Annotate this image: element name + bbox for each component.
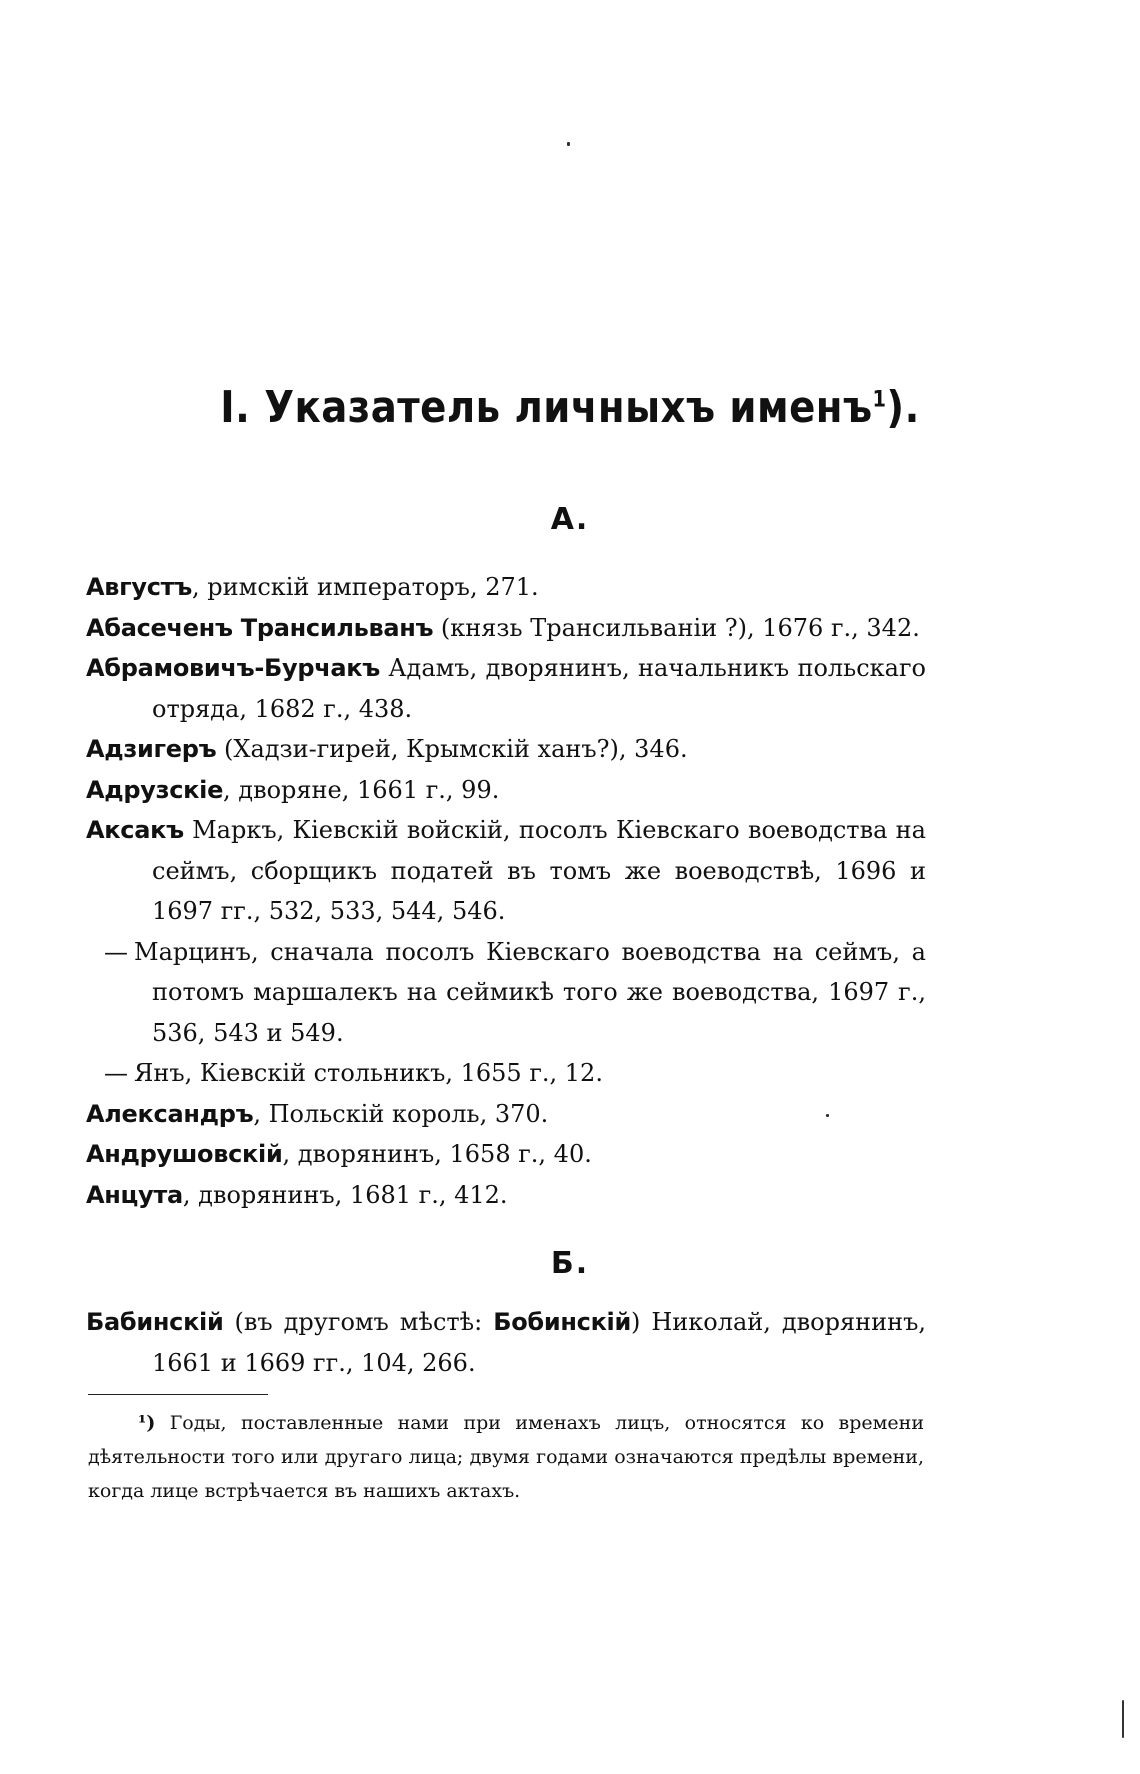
section-letter-a: А. [550, 502, 590, 537]
entry-text: , римскій императоръ, 271. [192, 573, 539, 601]
page-title-text: I. Указатель личныхъ именъ [220, 382, 873, 433]
index-entry [86, 1094, 926, 1135]
index-entry [86, 729, 926, 770]
entry-headword: Адрузскіе [86, 775, 224, 804]
index-entry [86, 567, 926, 608]
footnote-text: Годы, поставленные нами при именахъ лицъ, относятся ко времени дѣятельности того или другаго лица; двумя годами означаются предѣлы времени, когда лице встрѣчается въ нашихъ актахъ. [88, 1412, 924, 1502]
footnote [88, 1406, 924, 1508]
entry-text: , дворяне, 1661 г., 99. [223, 775, 500, 804]
entry-text: Маркъ, Кіевскій войскій, посолъ Кіевскаго воеводства на сеймъ, сборщикъ податей въ томъ же воеводствѣ, 1696 и 1697 гг., 532, 533, 544, 546. [152, 816, 926, 925]
section-letter-b: Б. [550, 1246, 590, 1281]
entry-headword: Адзигеръ [86, 735, 217, 763]
entry-text: Марцинъ, сначала посолъ Кіевскаго воеводства на сеймъ, а потомъ маршалекъ на сеймикѣ того же воеводства, 1697 г., 536, 543 и 549. [134, 937, 926, 1047]
entry-text: ) Николай, дворянинъ, 1661 и 1669 гг., 104, 266. [152, 1308, 926, 1377]
index-entry [86, 1175, 926, 1216]
index-subentry [86, 1053, 926, 1094]
entry-headword: Александръ [86, 1099, 254, 1128]
entry-headword: Абасеченъ Трансильванъ [86, 613, 434, 642]
footnote-mark: ¹) [138, 1412, 156, 1434]
index-entry [86, 1302, 926, 1383]
section-b-entries [86, 1302, 926, 1383]
index-entry [86, 810, 926, 932]
entry-text: (въ другомъ мѣстѣ: [223, 1308, 494, 1336]
section-a-entries [86, 567, 926, 1215]
entry-text: , дворянинъ, 1681 г., 412. [182, 1180, 508, 1209]
entry-text: (князь Трансильваніи ?), 1676 г., 342. [433, 613, 920, 642]
entry-headword: Аксакъ [86, 816, 184, 844]
entry-headword: Абрамовичъ-Бурчакъ [86, 654, 381, 682]
entry-headword-variant: Бобинскій [493, 1308, 631, 1336]
print-speck [567, 142, 570, 146]
page-title [68, 382, 1071, 433]
entry-text: , дворянинъ, 1658 г., 40. [282, 1140, 592, 1168]
entry-headword: Андрушовскій [86, 1140, 283, 1168]
entry-text: , Польскій король, 370. [253, 1099, 549, 1128]
entry-text: (Хадзи-гирей, Крымскій ханъ?), 346. [216, 735, 688, 763]
index-entry [86, 608, 926, 649]
entry-text: Янъ, Кіевскій стольникъ, 1655 г., 12. [134, 1059, 603, 1087]
page-title-close: ). [886, 382, 920, 433]
entry-dash: — [104, 937, 128, 966]
print-speck [1122, 1700, 1124, 1738]
footnote-reference: 1 [872, 387, 887, 413]
index-entry [86, 1134, 926, 1175]
entry-text: Адамъ, дворянинъ, начальникъ польскаго отряда, 1682 г., 438. [152, 654, 926, 723]
index-entry [86, 770, 926, 811]
entry-dash: — [104, 1059, 128, 1087]
entry-headword: Августъ [86, 573, 193, 601]
entry-headword: Бабинскій [86, 1308, 224, 1336]
index-subentry [86, 932, 926, 1054]
footnote-divider [88, 1394, 268, 1395]
index-entry [86, 648, 926, 729]
entry-headword: Анцута [86, 1180, 183, 1209]
